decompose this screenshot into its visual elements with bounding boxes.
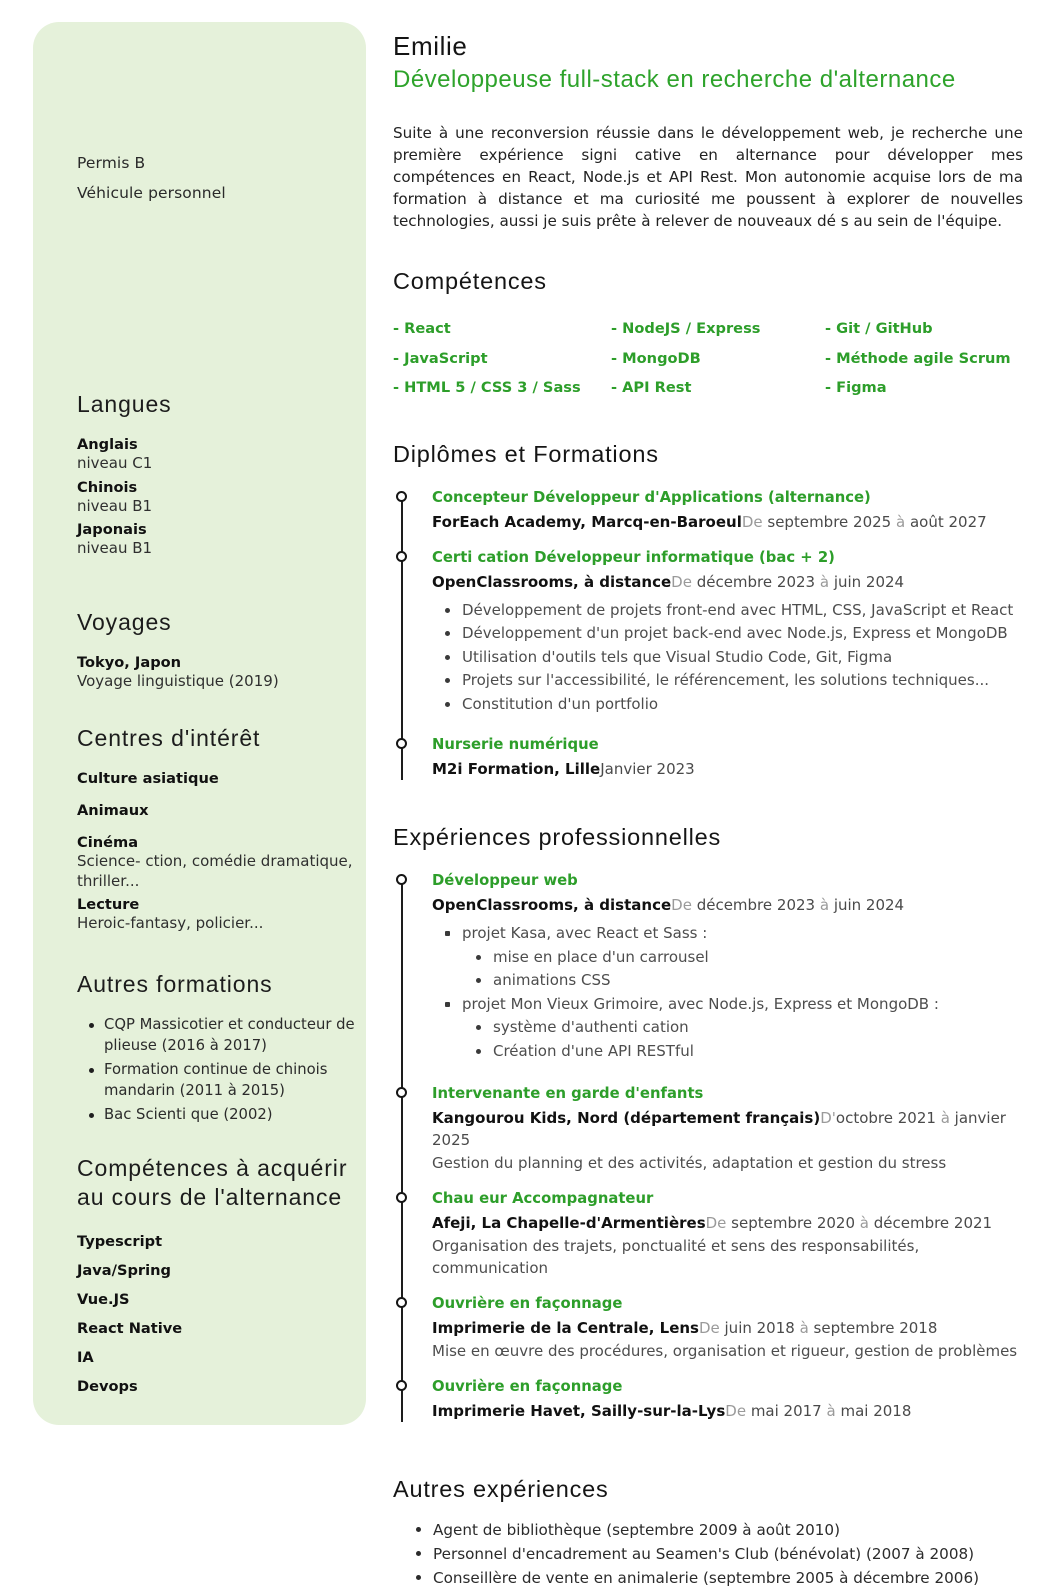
skill-to-acquire: Typescript — [77, 1233, 163, 1250]
timeline-entry — [432, 547, 1023, 717]
candidate-name: Emilie — [393, 31, 468, 61]
entry-org: Imprimerie de la Centrale, Lens — [432, 1319, 699, 1337]
entry-meta — [432, 758, 1023, 780]
entry-date-from: septembre 2020 — [731, 1214, 855, 1232]
list-item: Agent de bibliothèque (septembre 2009 à août 2010) — [433, 1518, 1023, 1542]
entry-description: Gestion du planning et des activités, adaptation et gestion du stress — [432, 1154, 947, 1172]
diplomes-heading: Diplômes et Formations — [393, 440, 659, 467]
skill-item: - JavaScript — [393, 349, 488, 367]
entry-meta — [432, 1317, 1023, 1339]
entry-bullets — [432, 599, 1023, 717]
entry-date-pre: De — [725, 1402, 751, 1420]
entry-meta — [432, 571, 1023, 593]
skill-item: - API Rest — [611, 379, 692, 396]
interet-name: Animaux — [77, 802, 149, 819]
language-name: Chinois — [77, 478, 138, 496]
entry-date-pre: De — [741, 512, 768, 531]
entry-description: Mise en œuvre des procédures, organisation et rigueur, gestion de problèmes — [432, 1342, 1018, 1360]
entry-title: Ouvrière en façonnage — [432, 1378, 623, 1395]
entry-date-sep: à — [891, 512, 910, 531]
vehicle-text: Véhicule personnel — [77, 184, 226, 202]
project-label: projet Mon Vieux Grimoire, avec Node.js, Express et MongoDB : — [462, 994, 939, 1013]
skill-item: - React — [393, 320, 451, 337]
skills-grid — [393, 314, 1023, 403]
interet-detail: Heroic-fantasy, policier... — [77, 914, 264, 932]
project-label: projet Kasa, avec React et Sass : — [462, 924, 708, 942]
interet-item — [77, 895, 369, 934]
entry-org: M2i Formation, Lille — [432, 760, 601, 778]
entry-date-to: septembre 2018 — [813, 1319, 938, 1337]
sidebar-section-competences-acquerir — [77, 1154, 369, 1408]
entry-title: Développeur web — [432, 872, 578, 889]
interet-item — [77, 833, 369, 891]
skill-item: - NodeJS / Express — [611, 320, 761, 337]
sidebar — [33, 22, 366, 1425]
entry-title: Chau eur Accompagnateur — [432, 1190, 654, 1207]
entry-meta — [432, 1400, 1023, 1422]
entry-date-sep: à — [815, 896, 834, 914]
entry-date-sep: à — [794, 1319, 814, 1337]
skill-to-acquire: IA — [77, 1349, 94, 1366]
entry-org: Afeji, La Chapelle-d'Armentières — [432, 1214, 706, 1232]
diplomes-timeline — [393, 487, 1023, 781]
language-item — [77, 478, 369, 517]
entry-title: Concepteur Développeur d'Applications (alternance) — [432, 488, 871, 506]
experiences-heading: Expériences professionnelles — [393, 824, 722, 850]
entry-title: Ouvrière en façonnage — [432, 1295, 623, 1312]
sidebar-section-voyages — [77, 608, 369, 705]
langues-heading: Langues — [77, 391, 172, 417]
skill-item: - MongoDB — [611, 349, 701, 367]
list-item: Bac Scienti que (2002) — [104, 1105, 369, 1126]
entry-date-to: juin 2024 — [833, 896, 905, 914]
entry-meta — [432, 1212, 1023, 1234]
entry-date-sep: à — [821, 1402, 841, 1420]
entry-date-from: septembre 2025 — [767, 512, 892, 531]
skill-item: - Figma — [825, 379, 887, 396]
skill-to-acquire: Java/Spring — [77, 1262, 171, 1279]
heading-line-1: Compétences à acquérir — [77, 1155, 348, 1181]
entry-org: ForEach Academy, Marcq-en-Baroeul — [432, 512, 742, 531]
entry-date-to: décembre 2021 — [873, 1214, 993, 1232]
entry-date-sep: à — [815, 572, 834, 591]
language-item — [77, 520, 369, 559]
interet-item — [77, 801, 369, 820]
list-item: Constitution d'un portfolio — [462, 693, 1023, 717]
candidate-role: Développeuse full-stack en recherche d'alternance — [393, 66, 956, 93]
entry-date-to: mai 2018 — [840, 1402, 912, 1420]
sidebar-section-interets — [77, 724, 369, 938]
timeline-entry — [432, 870, 1023, 1063]
entry-date-pre: D' — [820, 1109, 836, 1127]
entry-date-from: juin 2018 — [724, 1319, 795, 1337]
list-item: Projets sur l'accessibilité, le référencement, les solutions techniques... — [462, 669, 1023, 693]
entry-title: Nurserie numérique — [432, 736, 599, 753]
entry-meta — [432, 1107, 1023, 1151]
entry-date-from: Janvier 2023 — [600, 760, 695, 778]
skill-item: - HTML 5 / CSS 3 / Sass — [393, 379, 581, 396]
list-item: Personnel d'encadrement au Seamen's Club (bénévolat) (2007 à 2008) — [433, 1542, 1023, 1566]
entry-date-from: décembre 2023 — [696, 572, 816, 591]
voyage-item — [77, 653, 369, 692]
entry-org: Imprimerie Havet, Sailly-sur-la-Lys — [432, 1402, 726, 1420]
skill-to-acquire: Devops — [77, 1378, 138, 1395]
entry-org: OpenClassrooms, à distance — [432, 572, 672, 591]
autres-experiences-heading: Autres expériences — [393, 1476, 609, 1502]
list-item: Création d'une API RESTful — [493, 1040, 1023, 1064]
skill-item: - Git / GitHub — [825, 320, 933, 337]
list-item: animations CSS — [493, 969, 1023, 993]
sidebar-section-langues — [77, 390, 369, 563]
autres-formations-heading: Autres formations — [77, 971, 273, 997]
entry-date-pre: De — [705, 1214, 732, 1232]
list-item: système d'authenti cation — [493, 1016, 1023, 1040]
list-item: Formation continue de chinois mandarin (2011 à 2015) — [104, 1060, 369, 1101]
timeline-entry — [432, 1293, 1023, 1362]
voyage-detail: Voyage linguistique (2019) — [77, 672, 279, 690]
entry-date-from: décembre 2023 — [696, 896, 816, 914]
entry-date-sep: à — [855, 1214, 874, 1232]
project-sublist — [462, 946, 1023, 993]
skill-to-acquire: React Native — [77, 1320, 183, 1337]
list-item — [462, 993, 1023, 1064]
list-item: Utilisation d'outils tels que Visual Studio Code, Git, Figma — [462, 646, 1023, 670]
language-level: niveau B1 — [77, 539, 153, 557]
skill-item: - Méthode agile Scrum — [825, 349, 1011, 367]
interet-item — [77, 769, 369, 788]
entry-org: OpenClassrooms, à distance — [432, 896, 672, 914]
entry-date-pre: De — [671, 896, 697, 914]
sidebar-driving-block — [77, 148, 369, 208]
entry-description: Organisation des trajets, ponctualité et sens des responsabilités, communication — [432, 1237, 920, 1277]
permit-text: Permis B — [77, 154, 146, 172]
list-item: Développement de projets front-end avec HTML, CSS, JavaScript et React — [462, 599, 1023, 623]
list-item: mise en place d'un carrousel — [493, 946, 1023, 970]
language-level: niveau B1 — [77, 496, 153, 515]
entry-org: Kangourou Kids, Nord (département français) — [432, 1109, 821, 1127]
entry-date-to: janvier 2025 — [432, 1109, 1006, 1149]
voyage-place: Tokyo, Japon — [77, 654, 182, 671]
language-level: niveau C1 — [77, 454, 153, 472]
list-item: CQP Massicotier et conducteur de plieuse (2016 à 2017) — [104, 1015, 369, 1056]
list-item: Conseillère de vente en animalerie (septembre 2005 à décembre 2006) — [433, 1566, 1023, 1590]
entry-meta — [432, 894, 1023, 916]
list-item: Développement d'un projet back-end avec Node.js, Express et MongoDB — [462, 622, 1023, 646]
entry-meta — [432, 511, 1023, 533]
entry-title: Certi cation Développeur informatique (bac + 2) — [432, 548, 835, 566]
entry-date-from: octobre 2021 — [835, 1109, 936, 1127]
interet-name: Cinéma — [77, 834, 139, 851]
skill-to-acquire: Vue.JS — [77, 1291, 130, 1308]
entry-date-from: mai 2017 — [750, 1402, 822, 1420]
main-content — [393, 22, 1023, 1590]
language-item — [77, 435, 369, 474]
autres-formations-list — [77, 1015, 369, 1126]
sidebar-section-autres-formations — [77, 970, 369, 1130]
entry-date-to: août 2027 — [909, 512, 987, 531]
timeline-entry — [432, 1083, 1023, 1174]
entry-projects — [432, 922, 1023, 1063]
entry-date-to: juin 2024 — [833, 572, 905, 591]
timeline-entry — [432, 1188, 1023, 1279]
interet-detail: Science- ction, comédie dramatique, thriller... — [77, 852, 353, 890]
entry-date-pre: De — [698, 1319, 725, 1337]
profile-summary: Suite à une reconversion réussie dans le développement web, je recherche une première expérience signi cative en alternance pour développer mes compétences en React, Node.js et API Rest. Mon autonomie acquise lors de ma formation à distance et ma curiosité me poussent à explorer de nouvelles technologies, aussi je suis prête à relever de nouveaux dé s au sein de l'équipe. — [393, 124, 1023, 230]
voyages-heading: Voyages — [77, 609, 172, 635]
interet-name: Lecture — [77, 896, 140, 913]
competences-heading: Compétences — [393, 268, 547, 294]
timeline-entry — [432, 487, 1023, 533]
interets-heading: Centres d'intérêt — [77, 725, 261, 751]
experiences-timeline — [393, 870, 1023, 1422]
heading-line-2: au cours de l'alternance — [77, 1184, 343, 1210]
timeline-entry — [432, 734, 1023, 780]
entry-date-sep: à — [935, 1109, 955, 1127]
entry-date-pre: De — [671, 572, 697, 591]
language-name: Anglais — [77, 436, 138, 453]
project-sublist — [462, 1016, 1023, 1063]
interet-name: Culture asiatique — [77, 770, 219, 787]
entry-title: Intervenante en garde d'enfants — [432, 1085, 704, 1102]
timeline-entry — [432, 1376, 1023, 1422]
competences-acquerir-heading — [77, 1154, 369, 1212]
list-item — [462, 922, 1023, 993]
autres-experiences-list — [393, 1518, 1023, 1590]
language-name: Japonais — [77, 521, 147, 538]
